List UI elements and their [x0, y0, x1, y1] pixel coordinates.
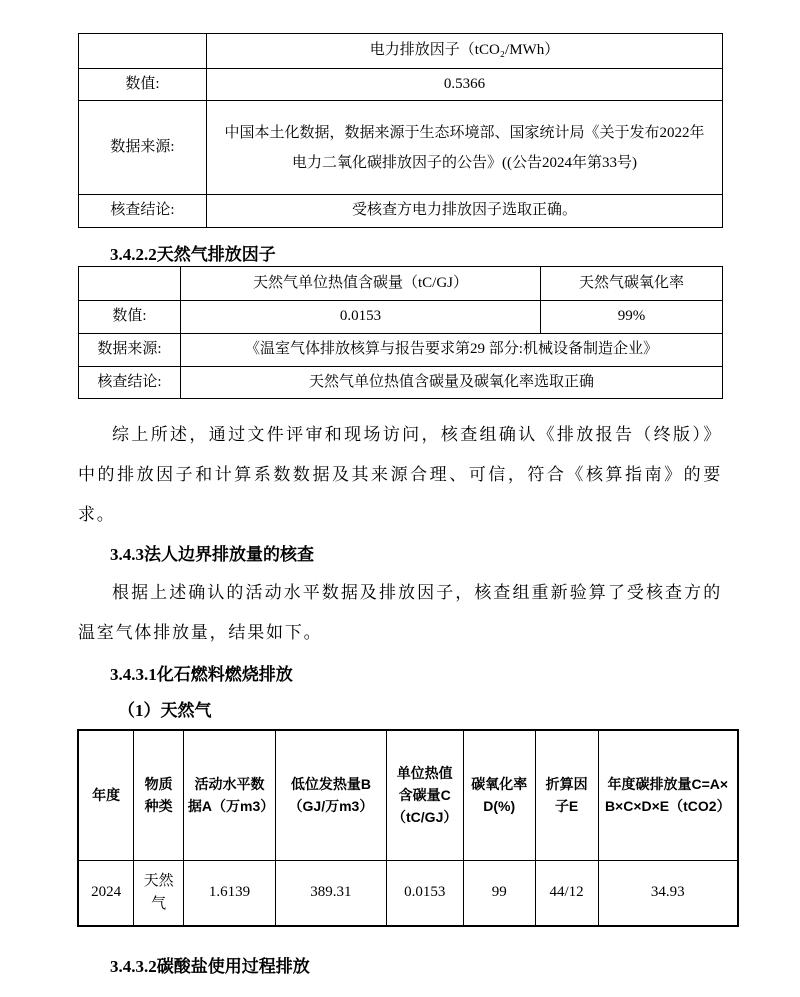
column-header-carbon-content: 单位热值含碳量C（tC/GJ）: [386, 730, 463, 860]
gas-oxidation-rate-header: 天然气碳氧化率: [541, 267, 723, 301]
electricity-emission-factor-table: [78, 33, 723, 228]
section-heading-natural-gas-factor: 3.4.2.2天然气排放因子: [110, 245, 276, 264]
electricity-factor-conclusion: 受核查方电力排放因子选取正确。: [207, 195, 723, 228]
table-row-2024-natural-gas: [78, 860, 738, 926]
sub-item-natural-gas: （1）天然气: [118, 701, 212, 720]
data-cell-annual-emissions: 34.93: [598, 860, 738, 926]
column-header-activity-data: 活动水平数据A（万m3）: [183, 730, 275, 860]
column-header-oxidation-rate: 碳氧化率D(%): [463, 730, 535, 860]
value-label-cell: 数值:: [79, 301, 181, 334]
data-cell-activity-data: 1.6139: [183, 860, 275, 926]
paragraph-summary: 综上所述，通过文件评审和现场访问，核查组确认《排放报告（终版）》中的排放因子和计算系数数据及其来源合理、可信，符合《核算指南》的要求。: [78, 425, 722, 524]
column-header-substance: 物质种类: [134, 730, 184, 860]
data-cell-oxidation-rate: 99: [463, 860, 535, 926]
empty-corner-cell: [79, 34, 207, 69]
column-header-conversion-factor: 折算因子E: [535, 730, 598, 860]
data-cell-calorific-value: 389.31: [276, 860, 387, 926]
document-page: [0, 33, 800, 997]
value-label-cell: 数值:: [79, 69, 207, 101]
gas-oxidation-rate-value: 99%: [541, 301, 723, 334]
gas-factor-conclusion: 天然气单位热值含碳量及碳氧化率选取正确: [181, 367, 723, 399]
electricity-factor-header: 电力排放因子（tCO₂/MWh）: [207, 34, 723, 69]
source-label-cell: 数据来源:: [79, 334, 181, 367]
gas-factor-source: 《温室气体排放核算与报告要求第29 部分:机械设备制造企业》: [181, 334, 723, 367]
column-header-calorific-value: 低位发热量B（GJ/万m3）: [276, 730, 387, 860]
gas-carbon-content-value: 0.0153: [181, 301, 541, 334]
paragraph-recalculation: 根据上述确认的活动水平数据及排放因子，核查组重新验算了受核查方的温室气体排放量，结果如下。: [78, 583, 722, 642]
gas-carbon-content-header: 天然气单位热值含碳量（tC/GJ）: [181, 267, 541, 301]
data-cell-conversion-factor: 44/12: [535, 860, 598, 926]
fossil-fuel-combustion-table: [77, 729, 739, 927]
electricity-factor-value: 0.5366: [207, 69, 723, 101]
natural-gas-factor-table: [78, 266, 723, 399]
section-heading-carbonate-process-emissions: 3.4.3.2碳酸盐使用过程排放: [110, 957, 310, 976]
conclusion-label-cell: 核查结论:: [79, 367, 181, 399]
conclusion-label-cell: 核查结论:: [79, 195, 207, 228]
data-cell-year: 2024: [78, 860, 134, 926]
section-heading-boundary-emissions-verification: 3.4.3法人边界排放量的核查: [110, 545, 314, 564]
data-cell-carbon-content: 0.0153: [386, 860, 463, 926]
electricity-factor-source: 中国本土化数据，数据来源于生态环境部、国家统计局《关于发布2022年电力二氧化碳排放因子的公告》((公告2024年第33号): [207, 101, 723, 195]
column-header-year: 年度: [78, 730, 134, 860]
empty-corner-cell: [79, 267, 181, 301]
source-label-cell: 数据来源:: [79, 101, 207, 195]
data-cell-substance: 天然气: [134, 860, 184, 926]
section-heading-fossil-fuel-combustion: 3.4.3.1化石燃料燃烧排放: [110, 665, 293, 684]
column-header-annual-emissions: 年度碳排放量C=A×B×C×D×E（tCO2）: [598, 730, 738, 860]
